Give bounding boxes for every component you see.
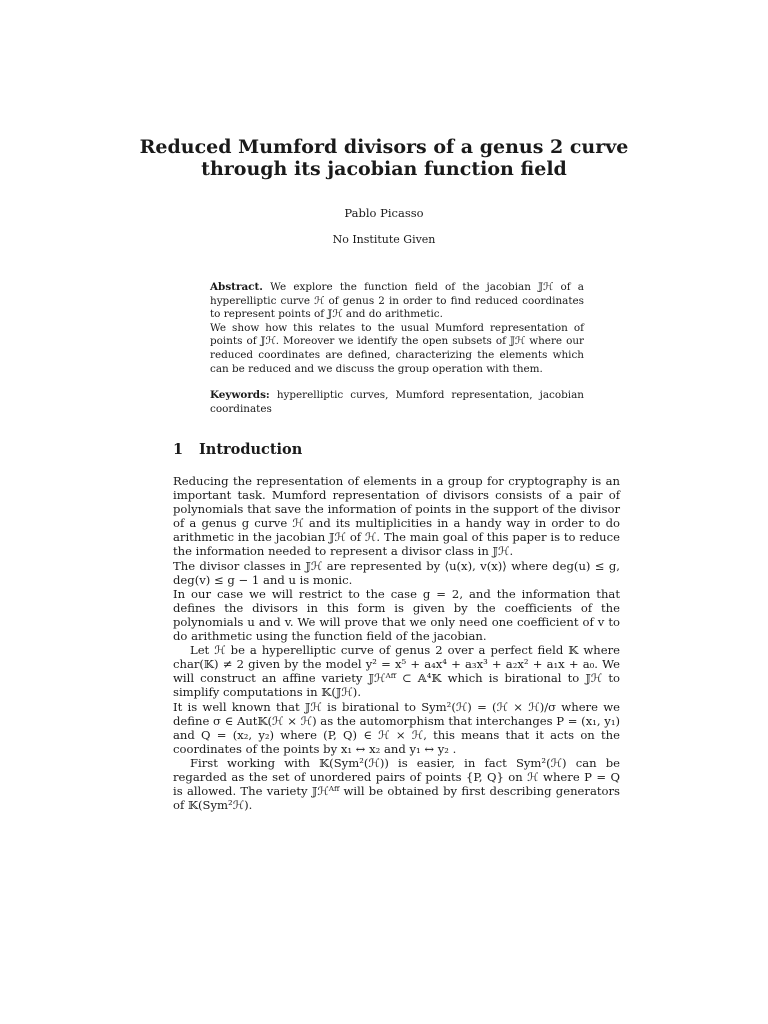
body-paragraph: The divisor classes in 𝕁ℋ are represented by ⟨u(x), v(x)⟩ where deg(u) ≤ g, deg(v) ≤ g − 1 and u is monic.	[173, 558, 620, 587]
section-heading	[173, 441, 302, 458]
section-title: Introduction	[199, 441, 303, 458]
author-name: Pablo Picasso	[344, 206, 424, 220]
paper-title: Reduced Mumford divisors of a genus 2 curve through its jacobian function field	[139, 136, 629, 180]
abstract-paragraph-1	[210, 281, 584, 322]
keywords	[210, 389, 584, 416]
body-paragraph: Reducing the representation of elements in a group for cryptography is an important task. Mumford representation of divisors consists of a pair of polynomials that save the information of points in the support of the divisor of a genus g curve ℋ and its multiplicities in a handy way in order to do arithmetic in the jacobian 𝕁ℋ of ℋ. The main goal of this paper is to reduce the information needed to represent a divisor class in 𝕁ℋ.	[173, 474, 620, 559]
abstract-text-1: We explore the function field of the jacobian 𝕁ℋ of a hyperelliptic curve ℋ of genus 2 in order to find reduced coordinates to represent points of 𝕁ℋ and do arithmetic.	[210, 281, 584, 321]
body-paragraph: Let ℋ be a hyperelliptic curve of genus 2 over a perfect field 𝕂 where char(𝕂) ≠ 2 given by the model y² = x⁵ + a₄x⁴ + a₃x³ + a₂x² + a₁x + a₀. We will construct an affine variety 𝕁ℋᴬᶠᶠ ⊂ 𝔸⁴𝕂 which is birational to 𝕁ℋ to simplify computations in 𝕂(𝕁ℋ).	[173, 643, 620, 700]
keywords-label: Keywords:	[210, 389, 270, 401]
abstract-paragraph-2: We show how this relates to the usual Mumford representation of points of 𝕁ℋ. Moreover we identify the open subsets of 𝕁ℋ where our reduced coordinates are defined, characterizing the elements which can be reduced and we discuss the group operation with them.	[210, 321, 584, 375]
section-number: 1	[173, 441, 184, 458]
institute: No Institute Given	[332, 233, 436, 246]
abstract-label: Abstract.	[210, 281, 263, 293]
abstract	[210, 281, 584, 376]
keywords-text: hyperelliptic curves, Mumford representation, jacobian coordinates	[210, 389, 584, 415]
section-body	[173, 474, 620, 812]
body-paragraph: First working with 𝕂(Sym²(ℋ)) is easier, in fact Sym²(ℋ) can be regarded as the set of unordered pairs of points {P, Q} on ℋ where P = Q is allowed. The variety 𝕁ℋᴬᶠᶠ will be obtained by first describing generators of 𝕂(Sym²ℋ).	[173, 755, 620, 813]
body-paragraph: In our case we will restrict to the case g = 2, and the information that defines the divisors in this form is given by the coefficients of the polynomials u and v. We will prove that we only need one coefficient of v to do arithmetic using the function field of the jacobian.	[173, 586, 620, 644]
body-paragraph: It is well known that 𝕁ℋ is birational to Sym²(ℋ) = (ℋ × ℋ)/σ where we define σ ∈ Aut𝕂(ℋ × ℋ) as the automorphism that interchanges P = (x₁, y₁) and Q = (x₂, y₂) where (P, Q) ∈ ℋ × ℋ, this means that it acts on the coordinates of the points by x₁ ↔ x₂ and y₁ ↔ y₂ .	[173, 699, 620, 756]
